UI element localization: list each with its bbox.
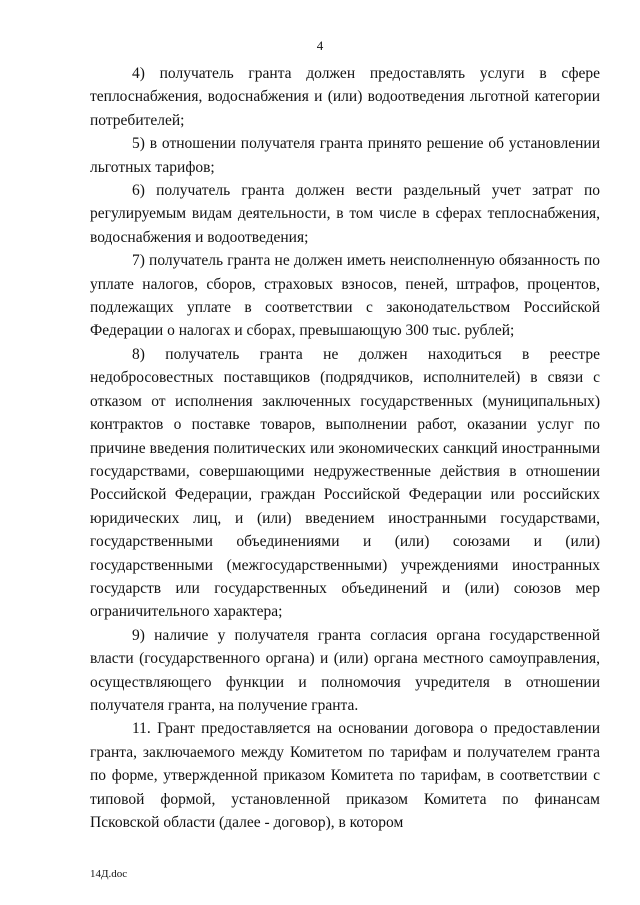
file-name-footer: 14Д.doc [90, 868, 128, 880]
document-body [90, 62, 600, 834]
paragraph-clause-11: 11. Грант предоставляется на основании договора о предоставлении гранта, заключаемого между Комитетом по тарифам и получателем гранта по форме, утвержденной приказом Комитета по тарифам, в соответствии с типовой формой, установленной приказом Комитета по финансам Псковской области (далее - договор), в котором [90, 720, 600, 831]
paragraph-item-4: 4) получатель гранта должен предоставлять услуги в сфере теплоснабжения, водоснабжения и (или) водоотведения льготной категории потребителей; [90, 65, 600, 129]
paragraph-item-8: 8) получатель гранта не должен находиться в реестре недобросовестных поставщиков (подрядчиков, исполнителей) в связи с отказом от исполнения заключенных государственных (муниципальных) контрактов о поставке товаров, выполнении работ, оказании услуг по причине введения политических или экономических санкций иностранными государствами, совершающими недружественные действия в отношении Российской Федерации, граждан Российской Федерации или российских юридических лиц, и (или) введением иностранными государствами, государственными объединениями и (или) союзами и (или) государственными (межгосударственными) учреждениями иностранных государств или государственных объединений и (или) союзов мер ограничительного характера; [90, 345, 600, 621]
paragraph-item-7: 7) получатель гранта не должен иметь неисполненную обязанность по уплате налогов, сборов, страховых взносов, пеней, штрафов, процентов, подлежащих уплате в соответствии с законодательством Российской Федерации о налогах и сборах, превышающую 300 тыс. рублей; [90, 252, 600, 340]
paragraph-item-6: 6) получатель гранта должен вести раздельный учет затрат по регулируемым видам деятельности, в том числе в сферах теплоснабжения, водоснабжения и водоотведения; [90, 182, 600, 246]
paragraph-item-9: 9) наличие у получателя гранта согласия органа государственной власти (государственного органа) и (или) органа местного самоуправления, осуществляющего функции и полномочия учредителя в отношении получателя гранта, на получение гранта. [90, 626, 600, 714]
paragraph-item-5: 5) в отношении получателя гранта принято решение об установлении льготных тарифов; [90, 135, 600, 176]
page-number: 4 [316, 38, 324, 53]
